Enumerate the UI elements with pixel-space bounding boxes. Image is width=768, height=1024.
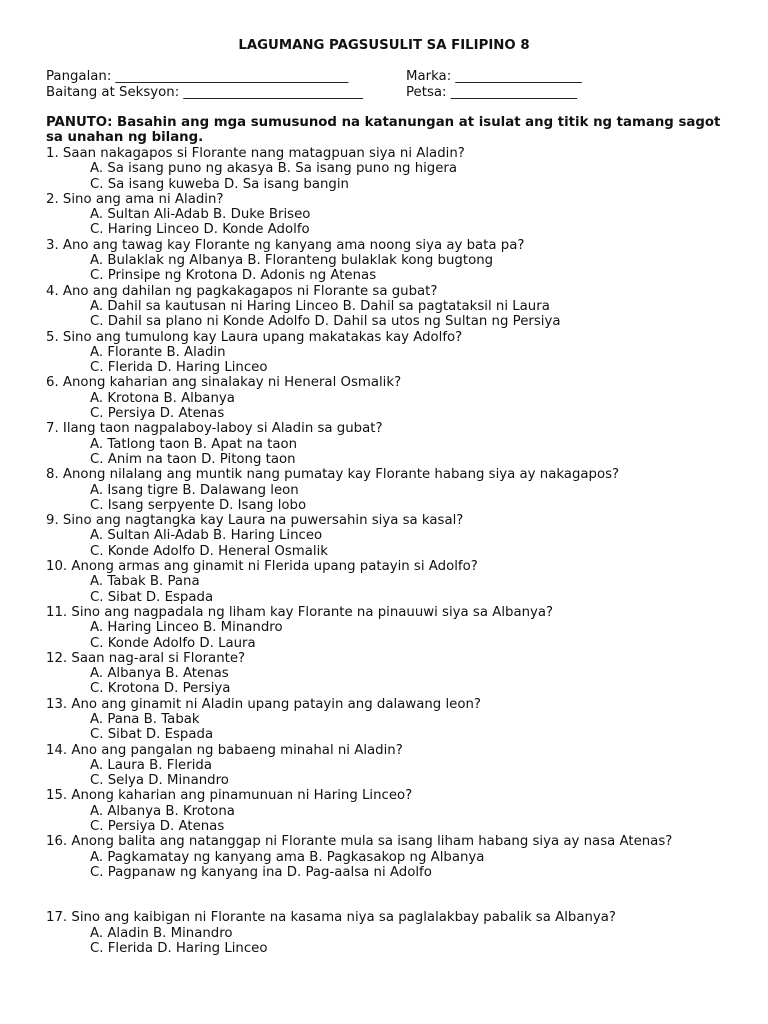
- question-text: 7. Ilang taon nagpalaboy-laboy si Aladin sa gubat?: [46, 421, 383, 437]
- question-item: [46, 146, 736, 192]
- blank-gap: [46, 880, 736, 910]
- choices-line: A. Krotona B. Albanya: [90, 390, 235, 406]
- choices-line: A. Sultan Ali-Adab B. Haring Linceo: [90, 528, 323, 544]
- name-field[interactable]: Pangalan: ___________________________________: [46, 69, 349, 84]
- question-text: 5. Sino ang tumulong kay Laura upang makatakas kay Adolfo?: [46, 329, 463, 345]
- choices-line: A. Pagkamatay ng kanyang ama B. Pagkasakop ng Albanya: [90, 849, 485, 865]
- choices-line: C. Konde Adolfo D. Heneral Osmalik: [90, 543, 328, 559]
- question-text: 9. Sino ang nagtangka kay Laura na puwersahin siya sa kasal?: [46, 513, 464, 529]
- choices-line: A. Pana B. Tabak: [90, 711, 200, 727]
- choices-line: C. Flerida D. Haring Linceo: [90, 360, 268, 376]
- score-field[interactable]: Marka: ___________________: [406, 69, 582, 84]
- choices-line: A. Haring Linceo B. Minandro: [90, 620, 283, 636]
- choices-line: A. Tatlong taon B. Apat na taon: [90, 436, 298, 452]
- choices-line: A. Tabak B. Pana: [90, 574, 200, 590]
- question-item: [46, 192, 736, 238]
- grade-section-field[interactable]: Baitang at Seksyon: ___________________________: [46, 85, 363, 100]
- question-list: [46, 146, 736, 956]
- question-item: [46, 467, 736, 513]
- choices-line: A. Sultan Ali-Adab B. Duke Briseo: [90, 207, 311, 223]
- choices-line: A. Dahil sa kautusan ni Haring Linceo B. Dahil sa pagtataksil ni Laura: [90, 298, 550, 314]
- date-field[interactable]: Petsa: ___________________: [406, 85, 578, 100]
- choices-line: C. Isang serpyente D. Isang lobo: [90, 497, 307, 513]
- question-text: 17. Sino ang kaibigan ni Florante na kasama niya sa paglalakbay pabalik sa Albanya?: [46, 910, 616, 926]
- page-title: LAGUMANG PAGSUSULIT SA FILIPINO 8: [238, 38, 530, 53]
- question-text: 3. Ano ang tawag kay Florante ng kanyang ama noong siya ay bata pa?: [46, 237, 525, 253]
- question-item: [46, 651, 736, 697]
- choices-line: A. Florante B. Aladin: [90, 344, 226, 360]
- choices-line: C. Haring Linceo D. Konde Adolfo: [90, 222, 310, 238]
- question-text: 14. Ano ang pangalan ng babaeng minahal ni Aladin?: [46, 742, 403, 758]
- question-item: [46, 330, 736, 376]
- question-item: [46, 910, 736, 956]
- choices-line: C. Sa isang kuweba D. Sa isang bangin: [90, 176, 349, 192]
- question-text: 2. Sino ang ama ni Aladin?: [46, 191, 224, 207]
- choices-line: C. Pagpanaw ng kanyang ina D. Pag-aalsa ni Adolfo: [90, 864, 432, 880]
- question-item: [46, 284, 736, 330]
- question-item: [46, 238, 736, 284]
- question-text: 6. Anong kaharian ang sinalakay ni Heneral Osmalik?: [46, 375, 402, 391]
- choices-line: A. Sa isang puno ng akasya B. Sa isang puno ng higera: [90, 161, 458, 177]
- instructions: PANUTO: Basahin ang mga sumusunod na katanungan at isulat ang titik ng tamang sagot sa unahan ng bilang.: [46, 115, 721, 146]
- question-text: 4. Ano ang dahilan ng pagkakagapos ni Florante sa gubat?: [46, 283, 438, 299]
- question-item: [46, 834, 736, 880]
- choices-line: C. Sibat D. Espada: [90, 727, 214, 743]
- choices-line: A. Laura B. Flerida: [90, 757, 212, 773]
- choices-line: A. Albanya B. Krotona: [90, 803, 235, 819]
- question-item: [46, 559, 736, 605]
- choices-line: A. Isang tigre B. Dalawang leon: [90, 482, 299, 498]
- question-text: 11. Sino ang nagpadala ng liham kay Florante na pinauuwi siya sa Albanya?: [46, 604, 554, 620]
- choices-line: A. Aladin B. Minandro: [90, 925, 233, 941]
- question-item: [46, 743, 736, 789]
- choices-line: C. Prinsipe ng Krotona D. Adonis ng Atenas: [90, 268, 377, 284]
- question-item: [46, 605, 736, 651]
- choices-line: C. Konde Adolfo D. Laura: [90, 635, 256, 651]
- choices-line: C. Flerida D. Haring Linceo: [90, 940, 268, 956]
- question-item: [46, 513, 736, 559]
- question-text: 1. Saan nakagapos si Florante nang matagpuan siya ni Aladin?: [46, 146, 465, 161]
- question-text: 10. Anong armas ang ginamit ni Flerida upang patayin si Adolfo?: [46, 559, 478, 575]
- question-text: 16. Anong balita ang natanggap ni Florante mula sa isang liham habang siya ay nasa Atenas?: [46, 834, 673, 850]
- choices-line: C. Persiya D. Atenas: [90, 819, 225, 835]
- question-text: 15. Anong kaharian ang pinamunuan ni Haring Linceo?: [46, 788, 413, 804]
- question-item: [46, 697, 736, 743]
- question-item: [46, 788, 736, 834]
- choices-line: A. Bulaklak ng Albanya B. Floranteng bulaklak kong bugtong: [90, 253, 494, 269]
- choices-line: C. Sibat D. Espada: [90, 589, 214, 605]
- choices-line: C. Persiya D. Atenas: [90, 406, 225, 422]
- question-item: [46, 375, 736, 421]
- choices-line: C. Krotona D. Persiya: [90, 681, 231, 697]
- choices-line: C. Dahil sa plano ni Konde Adolfo D. Dahil sa utos ng Sultan ng Persiya: [90, 314, 561, 330]
- question-text: 8. Anong nilalang ang muntik nang pumatay kay Florante habang siya ay nakagapos?: [46, 467, 620, 483]
- question-text: 13. Ano ang ginamit ni Aladin upang patayin ang dalawang leon?: [46, 696, 481, 712]
- choices-line: C. Anim na taon D. Pitong taon: [90, 451, 296, 467]
- choices-line: C. Selya D. Minandro: [90, 773, 229, 789]
- question-item: [46, 421, 736, 467]
- choices-line: A. Albanya B. Atenas: [90, 666, 229, 682]
- question-text: 12. Saan nag-aral si Florante?: [46, 650, 246, 666]
